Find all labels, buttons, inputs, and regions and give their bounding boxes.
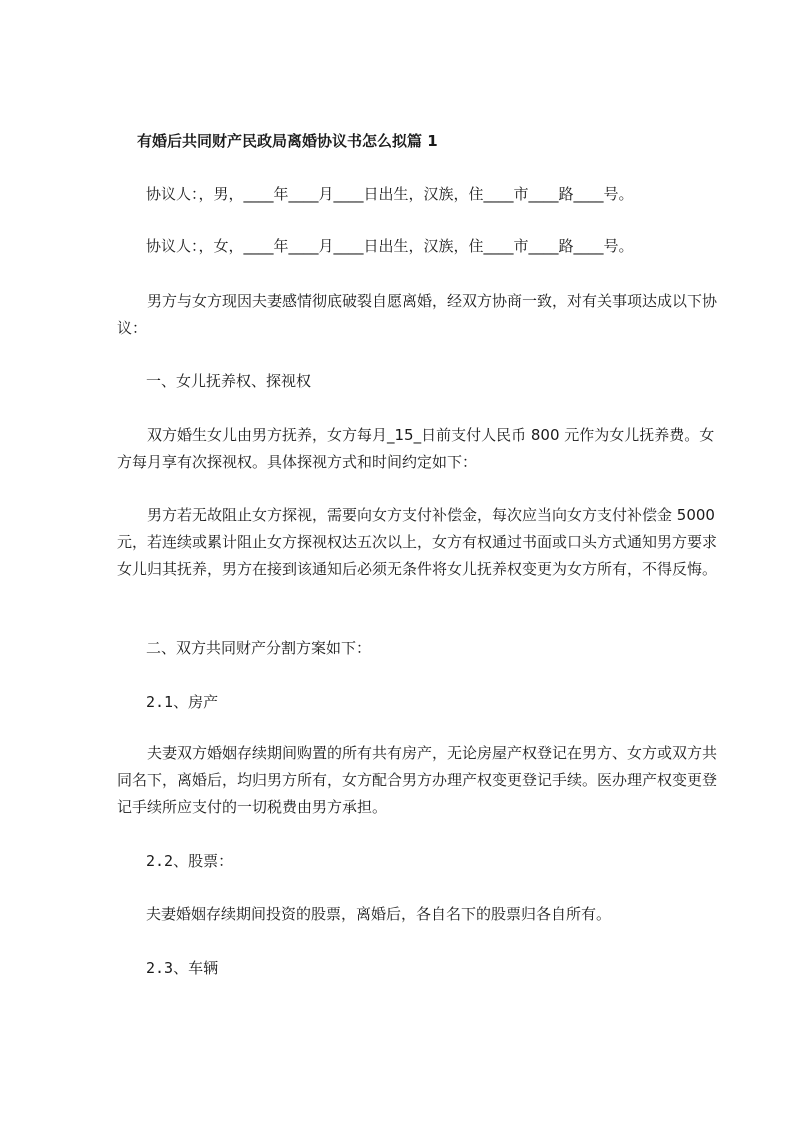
sub22-paragraph: 夫妻婚姻存续期间投资的股票，离婚后，各自名下的股票归各自所有。 — [146, 905, 612, 923]
sub22-heading: 2.2、股票： — [146, 852, 234, 870]
sub23-heading: 2.3、车辆 — [146, 959, 219, 977]
section2-heading: 二、双方共同财产分割方案如下： — [146, 639, 372, 657]
document-title: 有婚后共同财产民政局离婚协议书怎么拟篇 1 — [137, 132, 438, 150]
section1-paragraph-1: 双方婚生女儿由男方抚养，女方每月_15_日前支付人民币 800 元作为女儿抚养费。女方每月享有次探视权。具体探视方式和时间约定如下： — [117, 426, 715, 471]
intro-paragraph: 男方与女方现因夫妻感情彻底破裂自愿离婚，经双方协商一致，对有关事项达成以下协议： — [117, 292, 718, 337]
party-male-line: 协议人：，男，____年____月____日出生，汉族，住____市____路____号。 — [146, 185, 634, 203]
sub21-heading: 2.1、房产 — [146, 693, 219, 711]
sub21-paragraph: 夫妻双方婚姻存续期间购置的所有共有房产，无论房屋产权登记在男方、女方或双方共同名下，离婚后，均归男方所有，女方配合男方办理产权变更登记手续。医办理产权变更登记手续所应支付的一切税费由男方承担。 — [117, 744, 718, 816]
party-female-line: 协议人：，女，____年____月____日出生，汉族，住____市____路____号。 — [146, 237, 634, 255]
section1-paragraph-2: 男方若无故阻止女方探视，需要向女方支付补偿金，每次应当向女方支付补偿金 5000 元，若连续或累计阻止女方探视权达五次以上，女方有权通过书面或口头方式通知男方要求女儿归其抚养，男方在接到该通知后必须无条件将女儿抚养权变更为女方所有，不得反悔。 — [117, 506, 718, 578]
section1-heading: 一、女儿抚养权、探视权 — [146, 372, 312, 390]
